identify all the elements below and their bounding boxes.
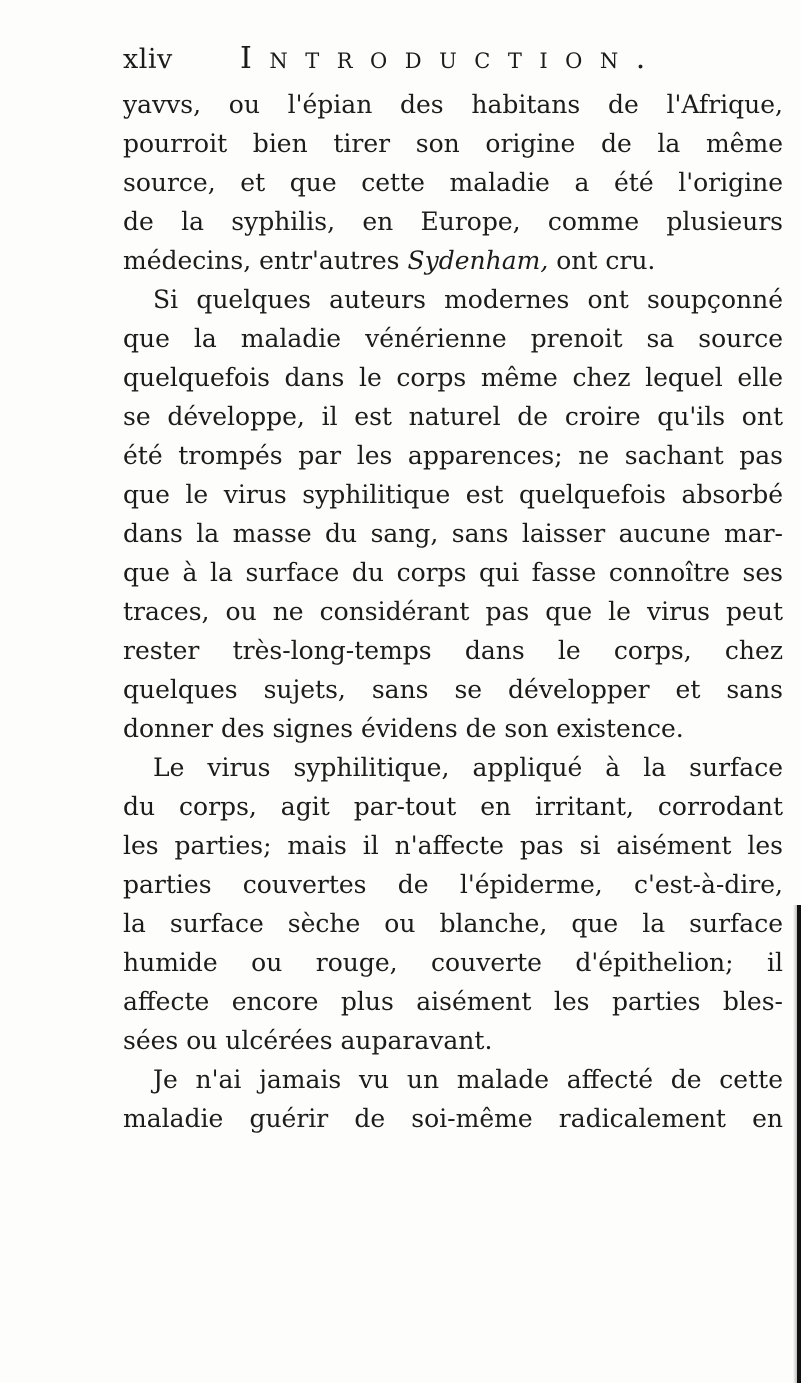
- text-line-4: de la syphilis, en Europe, comme plusieurs: [123, 207, 783, 236]
- text-line-22: la surface sèche ou blanche, que la surface: [123, 909, 783, 938]
- text-line-6: Si quelques auteurs modernes ont soupçonné: [153, 285, 783, 314]
- text-line-23: humide ou rouge, couverte d'épithelion; il: [123, 948, 783, 977]
- text-line-16: quelques sujets, sans se développer et sans: [123, 675, 783, 704]
- author-name-sydenham: Sydenham,: [407, 246, 549, 275]
- text-line-20: les parties; mais il n'affecte pas si aisément les: [123, 831, 783, 860]
- text-line-5-end: ont cru.: [556, 246, 656, 275]
- text-line-1: yavvs, ou l'épian des habitans de l'Afrique,: [123, 90, 783, 119]
- text-line-9: se développe, il est naturel de croire qu'ils ont: [123, 402, 783, 431]
- text-line-8: quelquefois dans le corps même chez lequel elle: [123, 363, 783, 392]
- text-line-7: que la maladie vénérienne prenoit sa source: [123, 324, 783, 353]
- text-line-2: pourroit bien tirer son origine de la même: [123, 129, 783, 158]
- text-line-13: que à la surface du corps qui fasse connoître ses: [123, 558, 783, 587]
- body-text: [123, 85, 783, 1138]
- text-line-27: maladie guérir de soi-même radicalement en: [123, 1104, 783, 1133]
- text-line-19: du corps, agit par-tout en irritant, corrodant: [123, 792, 783, 821]
- page-edge: [797, 905, 801, 1383]
- text-line-5: [123, 241, 783, 280]
- text-line-12: dans la masse du sang, sans laisser aucune mar-: [123, 519, 783, 548]
- text-line-11: que le virus syphilitique est quelquefois absorbé: [123, 480, 783, 509]
- page-header: [123, 38, 783, 78]
- text-line-26: Je n'ai jamais vu un malade affecté de cette: [153, 1065, 783, 1094]
- running-title: Introduction.: [240, 41, 663, 76]
- text-line-25: sées ou ulcérées auparavant.: [123, 1026, 493, 1055]
- text-line-24: affecte encore plus aisément les parties bles-: [123, 987, 783, 1016]
- text-line-10: été trompés par les apparences; ne sachant pas: [123, 441, 783, 470]
- text-line-15: rester très-long-temps dans le corps, chez: [123, 636, 783, 665]
- text-line-14: traces, ou ne considérant pas que le virus peut: [123, 597, 783, 626]
- text-line-17: donner des signes évidens de son existence.: [123, 714, 684, 743]
- text-line-21: parties couvertes de l'épiderme, c'est-à-dire,: [123, 870, 783, 899]
- page-number: xliv: [123, 44, 173, 75]
- text-line-5-start: médecins, entr'autres: [123, 246, 400, 275]
- text-line-18: Le virus syphilitique, appliqué à la surface: [153, 753, 783, 782]
- text-line-3: source, et que cette maladie a été l'origine: [123, 168, 783, 197]
